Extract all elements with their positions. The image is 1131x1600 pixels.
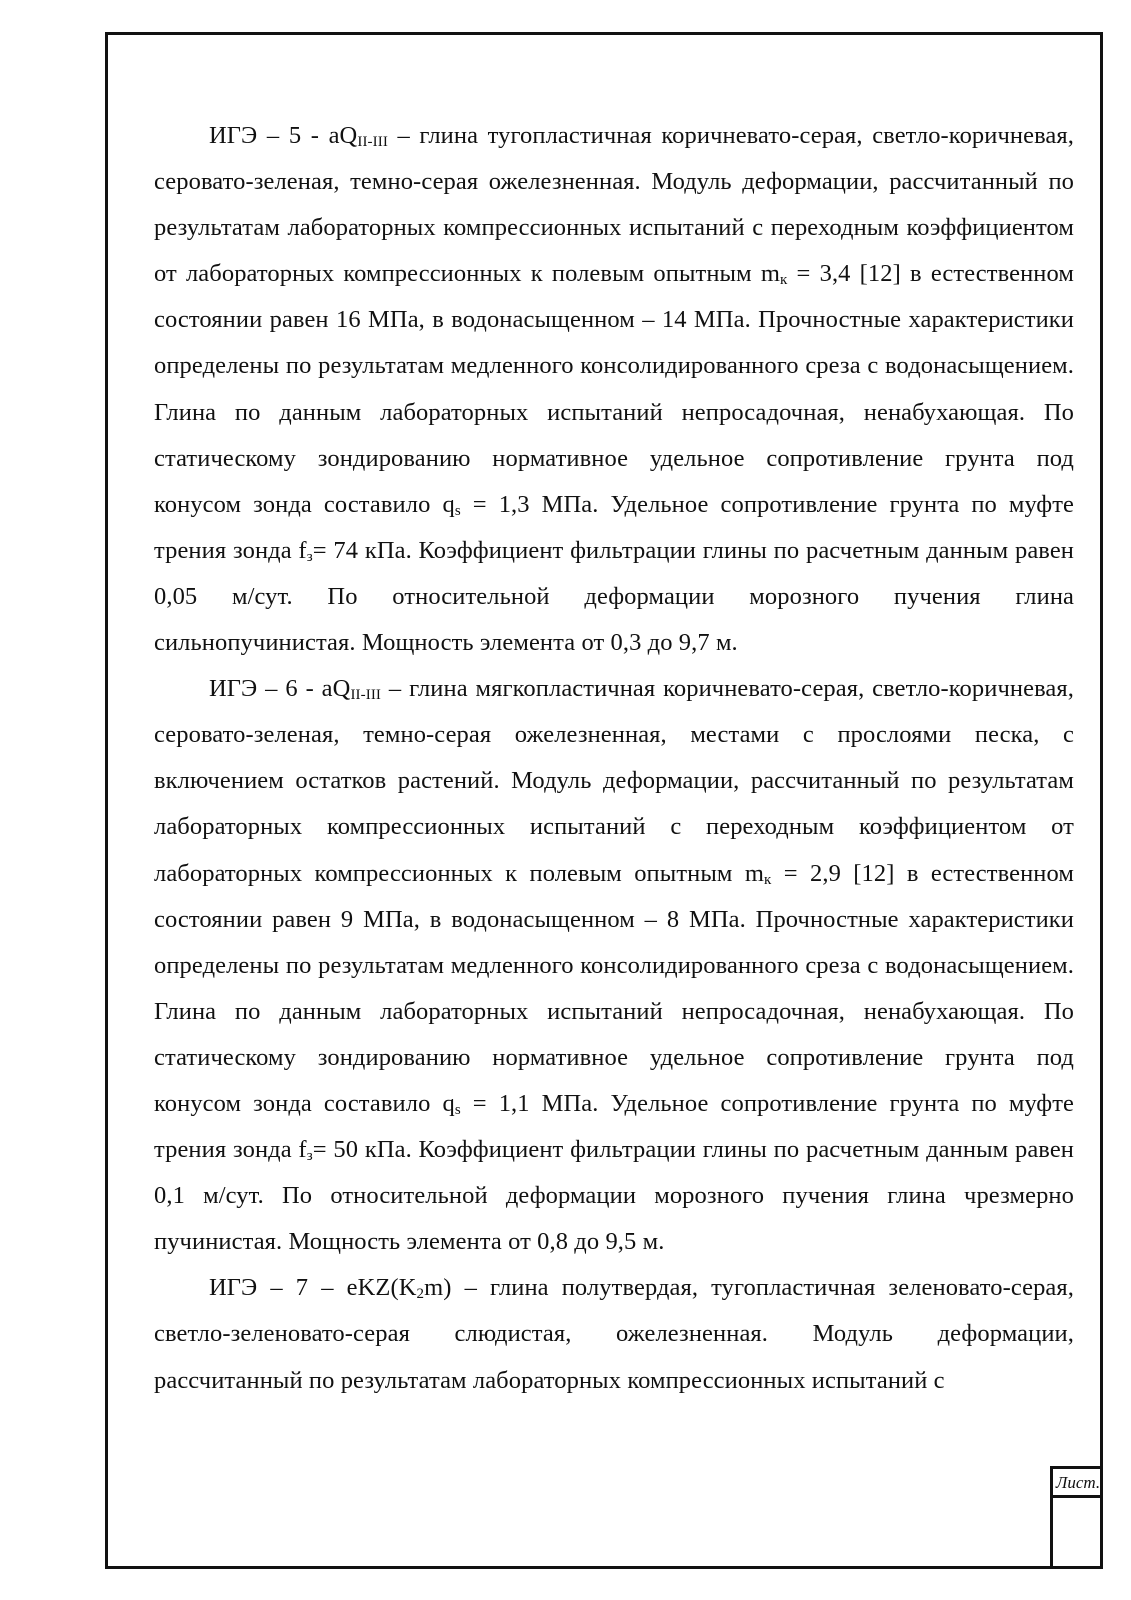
- sheet-label: Лист.: [1053, 1469, 1103, 1498]
- sheet-stamp: [1050, 1466, 1103, 1569]
- paragraph-ige-5: ИГЭ – $5 - aQ_{II-III}$ – глина тугопластичная коричневато-серая, светло-коричневая, серовато-зеленая, темно-серая ожелезненная. Модуль деформации, рассчитанный по результатам лабораторных компрессионных испытаний с переходным коэффициентом от лабораторных компрессионных к полевым опытным $m_к = 3,4$ [12] в естественном состоянии равен 16 МПа, в водонасыщенном – 14 МПа. Прочностные характеристики определены по результатам медленного консолидированного среза с водонасыщением. Глина по данным лабораторных испытаний непросадочная, ненабухающая. По статическому зондированию нормативное удельное сопротивление грунта под конусом зонда составило $q_s = 1,3$ МПа. Удельное сопротивление грунта по муфте трения зонда $f_з= 74$ кПа. Коэффициент фильтрации глины по расчетным данным равен 0,05 м/сут. По относительной деформации морозного пучения глина сильнопучинистая. Мощность элемента от 0,3 до 9,7 м.: [154, 122, 1075, 657]
- paragraph-ige-6: ИГЭ – $6 - aQ_{II-III}$ – глина мягкопластичная коричневато-серая, светло-коричневая, серовато-зеленая, темно-серая ожелезненная, местами с прослоями песка, с включением остатков растений. Модуль деформации, рассчитанный по результатам лабораторных компрессионных испытаний с переходным коэффициентом от лабораторных компрессионных к полевым опытным $m_к = 2,9$ [12] в естественном состоянии равен 9 МПа, в водонасыщенном – 8 МПа. Прочностные характеристики определены по результатам медленного консолидированного среза с водонасыщением. Глина по данным лабораторных испытаний непросадочная, ненабухающая. По статическому зондированию нормативное удельное сопротивление грунта под конусом зонда составило $q_s = 1,1$ МПа. Удельное сопротивление грунта по муфте трения зонда $f_з= 50$ кПа. Коэффициент фильтрации глины по расчетным данным равен 0,1 м/сут. По относительной деформации морозного пучения глина чрезмерно пучинистая. Мощность элемента от 0,8 до 9,5 м.: [154, 675, 1075, 1256]
- document-body: [154, 113, 1074, 1404]
- sheet-number: [1053, 1498, 1103, 1569]
- paragraph-ige-7: ИГЭ – $7 - eKZ(K_2m)$ – глина полутвердая, тугопластичная зеленовато-серая, светло-зеленовато-серая слюдистая, ожелезненная. Модуль деформации, рассчитанный по результатам лабораторных компрессионных испытаний с: [154, 1274, 1074, 1394]
